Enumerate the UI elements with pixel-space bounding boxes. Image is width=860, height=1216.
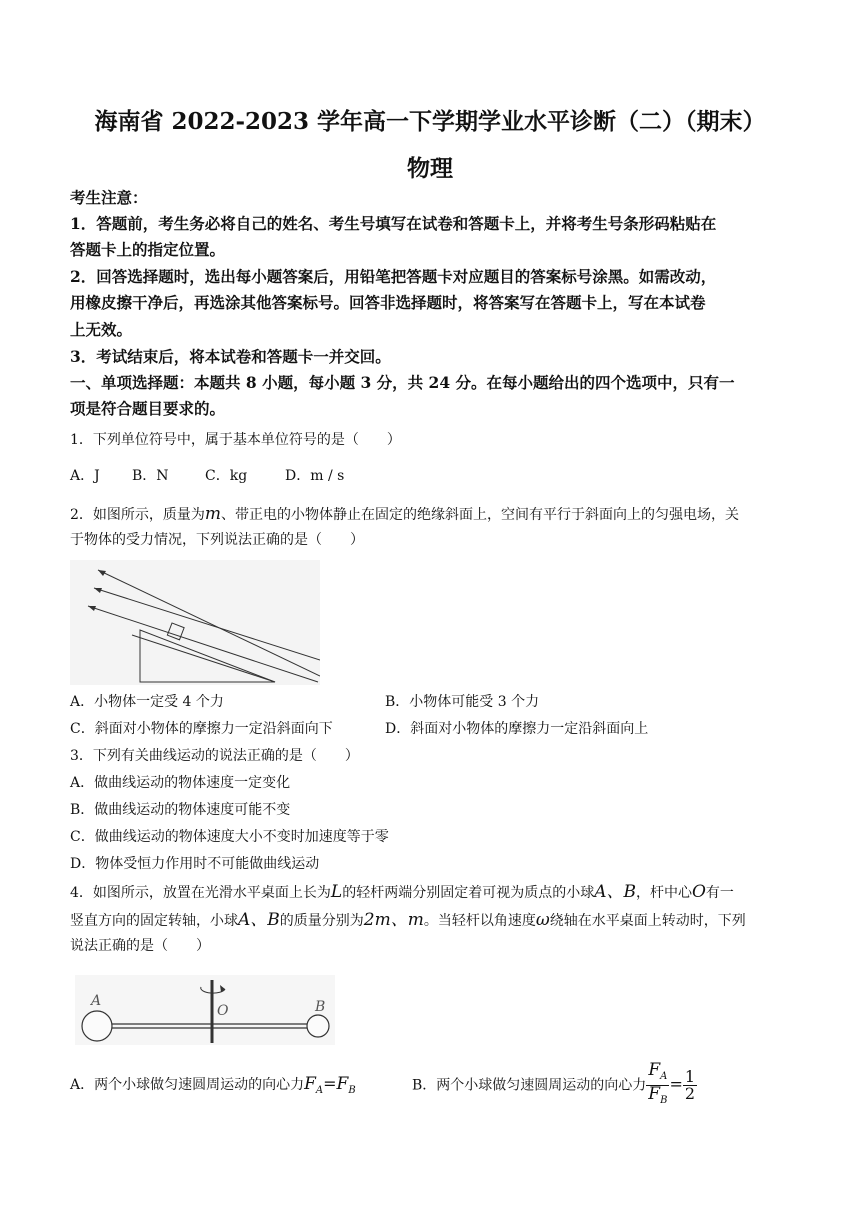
figure-background xyxy=(75,975,335,1045)
incline-figure xyxy=(70,560,320,685)
q1-option-d: D．m / s xyxy=(285,468,345,484)
q3-option-c: C．做曲线运动的物体速度大小不变时加速度等于零 xyxy=(70,829,389,845)
page-title: 海南省 2022-2023 学年高一下学期学业水平诊断（二）（期末） xyxy=(94,108,766,135)
ratio-value-fraction: $\frac{1}{2}$ xyxy=(684,1066,696,1103)
force-ratio-fraction: $\frac{F_A}{F_B}$ xyxy=(648,1060,668,1106)
q2-option-d: D．斜面对小物体的摩擦力一定沿斜面向上 xyxy=(385,721,649,737)
subject-title: 物理 xyxy=(407,155,453,182)
notice-line-1b: 答题卡上的指定位置。 xyxy=(70,240,226,259)
notice-heading: 考生注意： xyxy=(70,188,148,207)
q4-option-b: B．两个小球做匀速圆周运动的向心力 $\frac{F_A}{F_B}$ = $\frac{1}{2}$ xyxy=(412,1062,697,1109)
q4-option-a: A．两个小球做匀速圆周运动的向心力$F_A=F_B$ xyxy=(70,1074,356,1096)
q4-stem-line-1: 4．如图所示，放置在光滑水平桌面上长为L的轻杆两端分别固定着可视为质点的小球A、B，杆中心O有一 xyxy=(70,882,734,902)
q2-option-a: A．小物体一定受 4 个力 xyxy=(70,694,224,710)
q3-option-a: A．做曲线运动的物体速度一定变化 xyxy=(70,775,291,791)
q1-stem: 1．下列单位符号中，属于基本单位符号的是（ ） xyxy=(70,432,401,448)
q4-stem-line-3: 说法正确的是（ ） xyxy=(70,938,210,954)
q2-option-c: C．斜面对小物体的摩擦力一定沿斜面向下 xyxy=(70,721,333,737)
q3-option-d: D．物体受恒力作用时不可能做曲线运动 xyxy=(70,856,320,872)
q2-stem-line-1: 2．如图所示，质量为m、带正电的小物体静止在固定的绝缘斜面上，空间有平行于斜面向上的匀强电场，关 xyxy=(70,504,740,524)
q1-option-b: B．N xyxy=(132,468,169,484)
label-b: B xyxy=(315,999,326,1015)
q2-stem-line-2: 于物体的受力情况，下列说法正确的是（ ） xyxy=(70,532,364,548)
rotating-rod-figure xyxy=(75,975,335,1045)
figure-background xyxy=(70,560,320,685)
section-heading-line-1: 一、单项选择题：本题共 8 小题，每小题 3 分，共 24 分。在每小题给出的四个选项中，只有一 xyxy=(70,373,735,392)
notice-line-2: 2．回答选择题时，选出每小题答案后，用铅笔把答题卡对应题目的答案标号涂黑。如需改动， xyxy=(70,267,717,286)
notice-line-1: 1．答题前，考生务必将自己的姓名、考生号填写在试卷和答题卡上，并将考生号条形码粘贴在 xyxy=(70,214,717,233)
q1-option-a: A．J xyxy=(70,468,100,484)
q2-option-b: B．小物体可能受 3 个力 xyxy=(385,694,540,710)
q1-option-c: C．kg xyxy=(205,468,248,484)
q3-stem: 3．下列有关曲线运动的说法正确的是（ ） xyxy=(70,748,359,764)
ball-a xyxy=(82,1011,112,1041)
section-heading-line-2: 项是符合题目要求的。 xyxy=(70,399,226,418)
ball-b xyxy=(307,1015,329,1037)
notice-line-2c: 上无效。 xyxy=(70,320,133,339)
label-a: A xyxy=(91,993,102,1009)
label-o: O xyxy=(217,1003,229,1019)
q4-stem-line-2: 竖直方向的固定转轴，小球A、B的质量分别为2m、m。当轻杆以角速度ω绕轴在水平桌面上转动时，下列 xyxy=(70,910,746,930)
notice-line-2b: 用橡皮擦干净后，再选涂其他答案标号。回答非选择题时，将答案写在答题卡上，写在本试卷 xyxy=(70,293,706,312)
q3-option-b: B．做曲线运动的物体速度可能不变 xyxy=(70,802,291,818)
notice-line-3: 3．考试结束后，将本试卷和答题卡一并交回。 xyxy=(70,347,391,366)
